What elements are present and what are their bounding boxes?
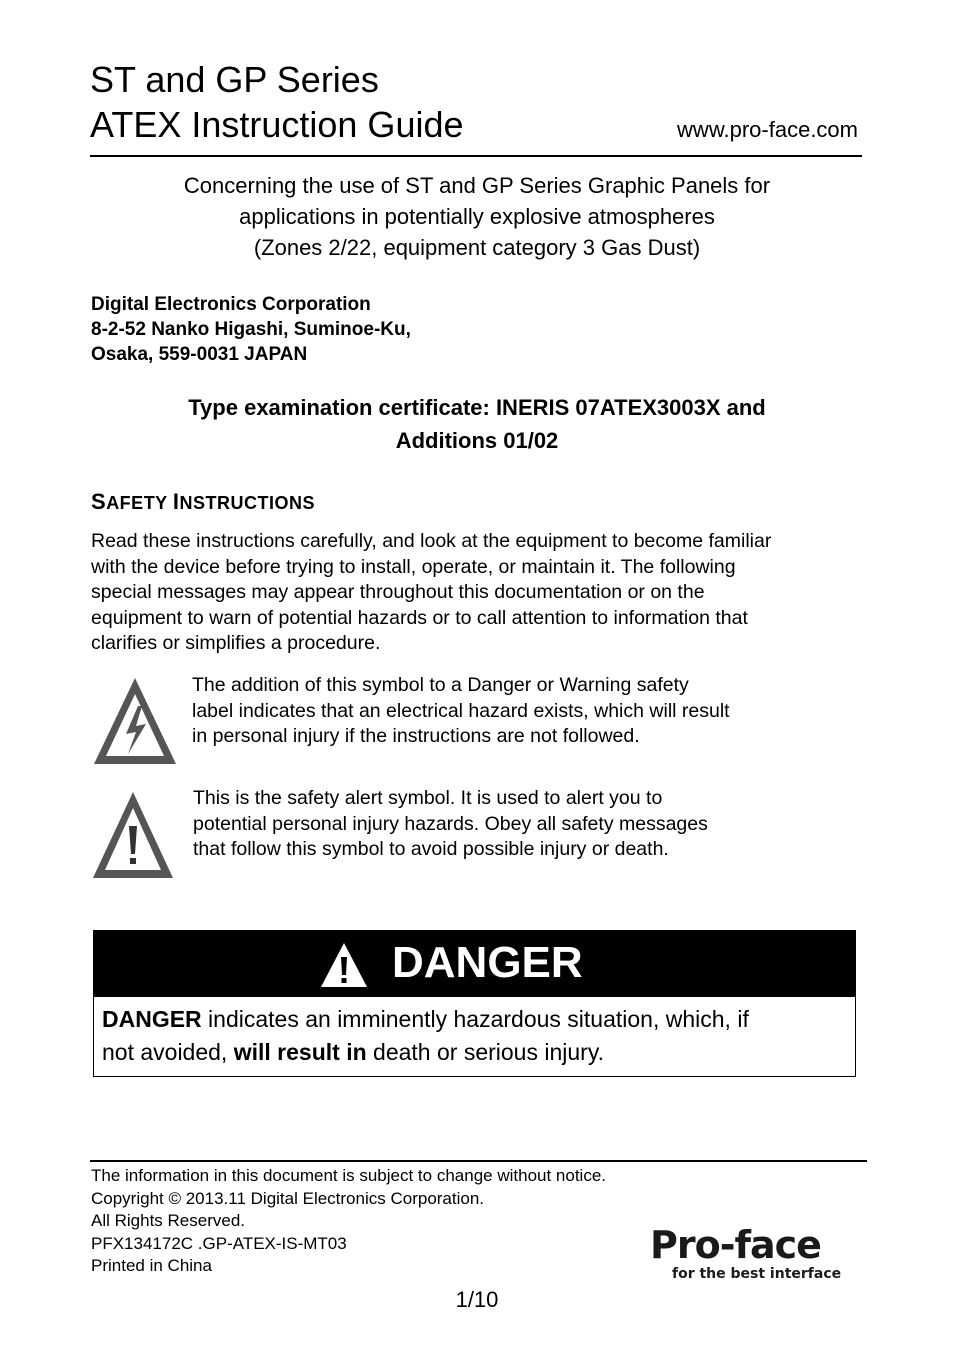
pro-face-logo [650,1224,864,1282]
danger-notice [93,930,856,1077]
page-number: 1/10 [455,1287,499,1312]
intro-line: Concerning the use of ST and GP Series Graphic Panels for [183,173,771,198]
certificate-line: Type examination certificate: INERIS 07ATEX3003X and [188,395,766,420]
certificate-statement [0,391,954,457]
manufacturer-address [91,292,411,367]
footer-line: PFX134172C .GP-ATEX-IS-MT03 [91,1233,347,1253]
symbol-text-line: in personal injury if the instructions are not followed. [192,725,640,747]
certificate-line: Additions 01/02 [395,428,559,453]
footer-line: All Rights Reserved. [91,1211,246,1230]
safety-instructions-heading: SAFETY INSTRUCTIONS [91,489,315,514]
intro-line: applications in potentially explosive atmospheres [239,204,715,229]
safety-alert-description [193,786,708,863]
footer-line: The information in this document is subject to change without notice. [91,1166,607,1185]
address-line: 8-2-52 Nanko Higashi, Suminoe-Ku, [91,319,411,340]
symbol-text-line: label indicates that an electrical hazard exists, which will result [192,699,730,722]
address-line: Digital Electronics Corporation [91,294,371,315]
document-title-line1: ST and GP Series [90,59,379,100]
symbol-text-line: This is the safety alert symbol. It is used to alert you to [193,787,663,809]
document-title-line2: ATEX Instruction Guide [90,104,464,145]
paragraph-line: Read these instructions carefully, and look at the equipment to become familiar [91,530,772,552]
safety-paragraph [91,529,771,657]
symbol-text-line: The addition of this symbol to a Danger or Warning safety [192,674,689,696]
paragraph-line: clarifies or simplifies a procedure. [91,632,381,654]
electrical-hazard-description [192,673,730,750]
danger-header-bar [94,931,855,997]
address-line: Osaka, 559-0031 JAPAN [91,344,308,365]
header-rule [90,155,862,157]
danger-label: DANGER [392,938,583,987]
footer-line: Printed in China [91,1256,212,1275]
symbol-text-line: potential personal injury hazards. Obey all safety messages [193,812,708,835]
footer-line: Copyright © 2013.11 Digital Electronics Corporation. [91,1188,485,1208]
intro-text [0,170,954,263]
safety-alert-icon [91,790,175,880]
logo-wordmark: Pro-face [650,1223,821,1267]
paragraph-line: special messages may appear throughout this documentation or on the [91,581,705,603]
electrical-hazard-icon [92,676,178,766]
symbol-text-line: that follow this symbol to avoid possible injury or death. [193,838,669,860]
website-url: www.pro-face.com [677,117,858,142]
danger-alert-icon [319,941,369,989]
paragraph-line: equipment to warn of potential hazards or to call attention to information that [91,606,748,629]
intro-line: (Zones 2/22, equipment category 3 Gas Dust) [253,235,701,260]
footer-rule [90,1160,867,1162]
danger-description: DANGER indicates an imminently hazardous situation, which, if not avoided, will result in death or serious injury. [102,1006,749,1065]
footer-notes [91,1165,606,1278]
logo-tagline: for the best interface [672,1266,842,1282]
paragraph-line: with the device before trying to install, operate, or maintain it. The following [91,555,736,578]
